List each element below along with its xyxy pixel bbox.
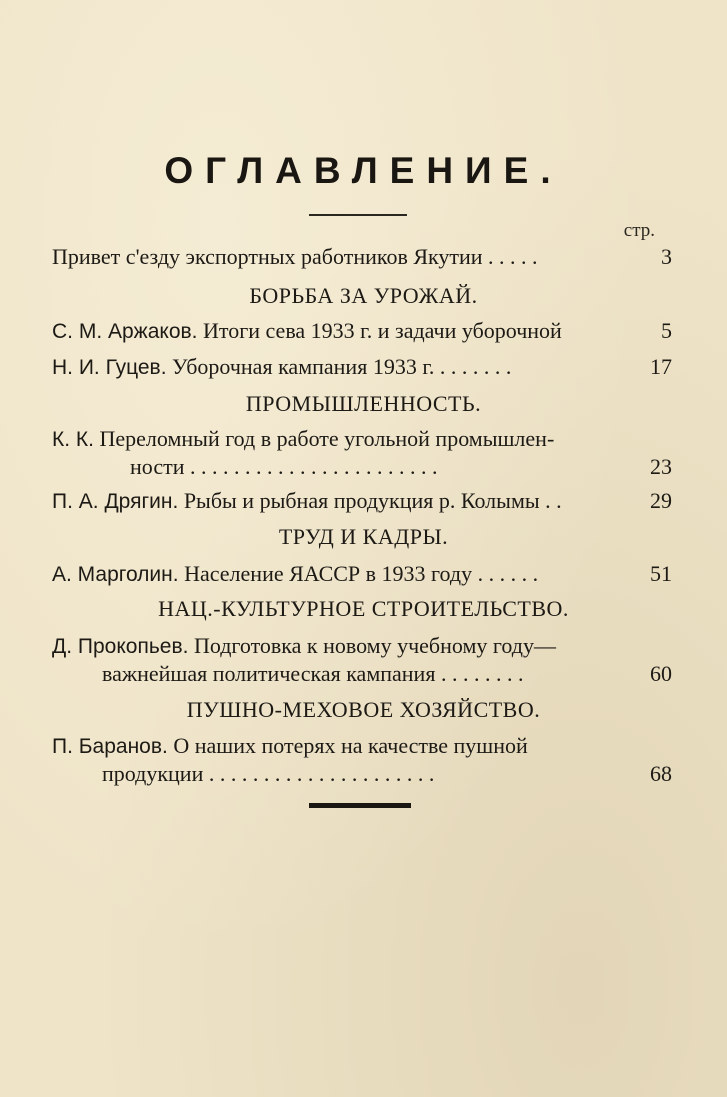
entry-author: С. М. Аржаков. [52,320,198,343]
entry-title: Население ЯАССР в 1933 году . . . . . . [184,561,539,586]
entry-author: А. Марголин. [52,563,179,586]
entry-page: 51 [650,561,672,586]
toc-entry-prokopyev-continuation[interactable] [102,660,672,688]
entry-author: Д. Прокопьев. [52,635,189,658]
entry-title: О наших потерях на качестве пушной [173,733,528,758]
toc-entry-kk[interactable] [52,425,672,454]
section-heading-harvest: БОРЬБА ЗА УРОЖАЙ. [249,283,478,308]
entry-page: 68 [650,761,672,786]
page-column-header: стр. [623,220,655,241]
entry-title: Рыбы и рыбная продукция р. Колымы . . [183,488,562,513]
section-heading-industry: ПРОМЫШЛЕННОСТЬ. [245,391,482,416]
entry-title-continuation: продукции . . . . . . . . . . . . . . . . . . . . . [102,761,435,786]
toc-entry-margolin[interactable] [52,560,672,589]
entry-page: 23 [650,454,672,479]
entry-page: 3 [661,244,672,269]
entry-title: Привет с'езду экспортных работников Якутии . . . . . [52,244,538,269]
toc-entry-prokopyev[interactable] [52,632,672,661]
entry-author: К. К. [52,428,94,451]
section-heading-culture: НАЦ.-КУЛЬТУРНОЕ СТРОИТЕЛЬСТВО. [158,596,569,621]
entry-author: П. А. Дрягин. [52,490,179,513]
section-heading-labor: ТРУД И КАДРЫ. [278,524,449,549]
entry-page: 17 [650,354,672,379]
toc-entry-baranov[interactable] [52,732,672,761]
entry-title-continuation: ности . . . . . . . . . . . . . . . . . . . . . . . [130,454,438,479]
entry-author: П. Баранов. [52,735,168,758]
entry-title: Уборочная кампания 1933 г. . . . . . . . [172,354,512,379]
toc-entry-baranov-continuation[interactable] [102,760,672,788]
entry-title: Подготовка к новому учебному году— [193,633,556,658]
entry-author: Н. И. Гуцев. [52,356,167,379]
entry-page: 29 [650,488,672,513]
section-heading-fur: ПУШНО-МЕХОВОЕ ХОЗЯЙСТВО. [186,697,541,722]
toc-entry-gutsev[interactable] [52,353,672,382]
closing-divider [309,803,411,808]
toc-entry-dryagin[interactable] [52,487,672,516]
page-title: ОГЛАВЛЕНИЕ. [164,150,563,191]
toc-entry-greeting[interactable] [52,243,672,271]
entry-page: 5 [661,318,672,343]
toc-entry-arzhakov[interactable] [52,317,672,346]
entry-title-continuation: важнейшая политическая кампания . . . . . . . . [102,661,524,686]
entry-title: Итоги сева 1933 г. и задачи уборочной [203,318,562,343]
entry-title: Переломный год в работе угольной промышлен- [99,426,555,451]
title-divider [309,214,407,216]
toc-entry-kk-continuation[interactable] [130,453,672,481]
entry-page: 60 [650,661,672,686]
